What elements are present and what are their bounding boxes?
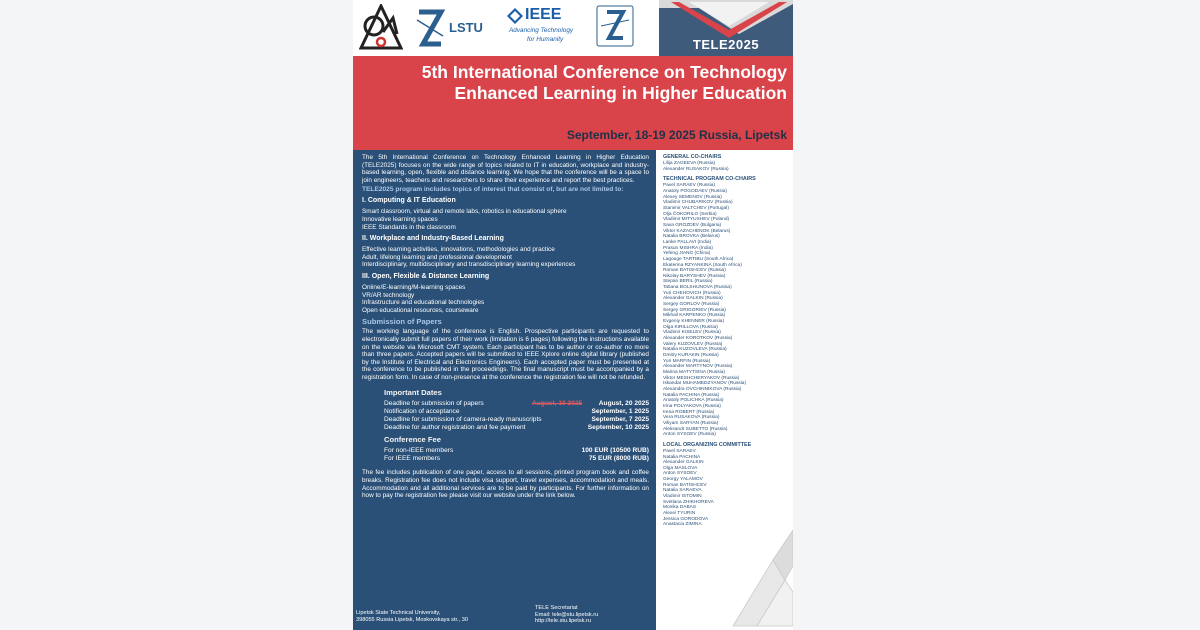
committee-member: Valery KUZOVLEV (Russia) bbox=[663, 341, 723, 347]
topic-section-1 bbox=[362, 196, 649, 231]
committee-member: Irina POLYAKOVA (Russia) bbox=[663, 403, 721, 409]
topic-section-2 bbox=[362, 234, 649, 269]
committee-member: Yefeng JIANG (China) bbox=[663, 251, 711, 257]
lstu-logo bbox=[413, 6, 495, 50]
ieee-logo bbox=[505, 6, 585, 50]
date-label: Deadline for submission of papers bbox=[384, 400, 484, 408]
committee-member: Iskandar MUHAMEDZYANOV (Russia) bbox=[663, 381, 747, 387]
fee-row bbox=[384, 455, 649, 463]
tele-chevron-graphic bbox=[659, 0, 793, 40]
committee-member: Alexander KOROTKOV (Russia) bbox=[663, 336, 733, 342]
submission-section bbox=[362, 317, 649, 381]
section-item: Effective learning activities, innovations, methodologies and practice bbox=[362, 246, 555, 254]
committee-member: Lanke PALLAVI (India) bbox=[663, 239, 712, 245]
section-item: Open educational resources, courseware bbox=[362, 306, 479, 314]
committee-member: Ekaterina RZYANKINA (South Africa) bbox=[663, 262, 742, 268]
committee-member: Natalia PACHINA bbox=[663, 454, 701, 460]
ieee-tagline-1: Advancing Technology bbox=[509, 27, 574, 34]
topic-section-3 bbox=[362, 272, 649, 314]
section-item: Innovative learning spaces bbox=[362, 215, 438, 223]
committee-member: Vladimir MITYUSHEV (Poland) bbox=[663, 217, 730, 223]
committees-panel bbox=[656, 150, 793, 630]
date-label: Notification of acceptance bbox=[384, 408, 460, 416]
date-row bbox=[384, 416, 649, 424]
committee-member: Alexander RUSAKOV (Russia) bbox=[663, 166, 729, 172]
committee-member: Irena ROBERT (Russia) bbox=[663, 409, 715, 415]
committee-member: Sergey GORLOV (Russia) bbox=[663, 302, 720, 308]
lstu-logo-text: LSTU bbox=[449, 20, 483, 35]
footer-secretariat: TELE Secretariat bbox=[535, 605, 578, 611]
fee-section bbox=[384, 435, 649, 463]
date-value: September, 7 2025 bbox=[591, 416, 649, 424]
committee-member: Sergey GRIGORIEV (Russia) bbox=[663, 307, 726, 313]
logo-bar bbox=[353, 0, 659, 56]
footer bbox=[353, 605, 656, 630]
committee-member: Yuri CHEHOVICH (Russia) bbox=[663, 290, 721, 296]
section-item: Online/E-learning/M-learning spaces bbox=[362, 283, 466, 291]
footer-address-line: Lipetsk State Technical University, bbox=[356, 610, 441, 616]
date-value: September, 10 2025 bbox=[587, 424, 649, 432]
committee-member: Natalia BROVKA (Belarus) bbox=[663, 234, 720, 240]
committee-member: Prasun MISHRA (India) bbox=[663, 245, 713, 251]
submission-heading: Submission of Papers bbox=[362, 317, 442, 327]
committee-member: Natalia KUZOVLEVA (Russia) bbox=[663, 347, 727, 353]
fee-value: 100 EUR (10500 RUB) bbox=[581, 447, 649, 455]
committee-member: Vladimir KISELEV (Russia) bbox=[663, 330, 721, 336]
ieee-tagline-2: for Humanity bbox=[527, 36, 564, 43]
committee-member: Yuri MARFIN (Russia) bbox=[663, 358, 711, 364]
date-value: September, 1 2025 bbox=[591, 408, 649, 416]
program-panel bbox=[353, 150, 656, 605]
committee-member: Anatoly POGODAEV (Russia) bbox=[663, 188, 727, 194]
ieee-logo-text: IEEE bbox=[525, 6, 562, 23]
committee-member: Alexei TYURIN bbox=[663, 511, 696, 517]
committee-member: Anton SYSOEV (Russia) bbox=[663, 432, 716, 438]
committee-member: Viliyam SARYAN (Russia) bbox=[663, 420, 719, 426]
tele-label: TELE2025 bbox=[692, 37, 760, 52]
date-value: August, 20 2025 bbox=[598, 400, 649, 408]
committee-member: Lagouge TARTIBU (South Africa) bbox=[663, 256, 734, 262]
impossible-triangle-graphic bbox=[727, 530, 793, 630]
date-label: Deadline for author registration and fee payment bbox=[384, 424, 526, 432]
committee-heading: LOCAL ORGANIZING COMMITTEE bbox=[663, 441, 752, 448]
date-label: Deadline for submission of camera-ready manuscripts bbox=[384, 416, 542, 424]
committee-member: Alexander GALKIN (Russia) bbox=[663, 296, 723, 302]
committee-member: Tatiana BOLSHUNOVA (Russia) bbox=[663, 285, 732, 291]
intro-text: The 5th International Conference on Technology Enhanced Learning in Higher Education (TELE2025) focuses on the wide range of topics related to IT in education, workplace and industry-based learning, open, flexible and distance learning. We hope that the conference will be a space to join engineers, teachers and researchers to share their experience and report the best practices. bbox=[362, 154, 649, 184]
section-item: VR/AR technology bbox=[362, 291, 415, 299]
section-title: III. Open, Flexible & Distance Learning bbox=[362, 272, 490, 280]
section-item: Interdisciplinary, multidisciplinary and transdisciplinary learning experiences bbox=[362, 261, 576, 269]
footer-email[interactable]: Email: tele@stu.lipetsk.ru bbox=[535, 611, 599, 618]
committee-member: Vladimir ISTOMIN bbox=[663, 494, 702, 500]
conference-poster bbox=[353, 0, 793, 630]
committee-member: Pavel SARAEV (Russia) bbox=[663, 183, 715, 189]
fee-text: The fee includes publication of one paper, access to all sessions, printed program book and coffee breaks. Registration fee does not include visa support, travel expenses, accommodation and meals. Accommodation and all additional services are to be paid by participants. For further information on how to pay the registration fee please visit our website under the link below. bbox=[362, 469, 649, 500]
dates-heading: Important Dates bbox=[384, 388, 442, 398]
committee-member: Anton SYSOEV bbox=[663, 471, 697, 477]
fee-row bbox=[384, 447, 649, 455]
date-old-value: August, 10 2025 bbox=[532, 400, 583, 408]
footer-address-line: 398055 Russia Lipetsk, Moskovskaya str., 30 bbox=[356, 616, 468, 623]
fee-label: For IEEE members bbox=[384, 455, 441, 463]
dates-section bbox=[384, 388, 649, 432]
committee-heading: TECHNICAL PROGRAM CO-CHAIRS bbox=[663, 176, 756, 183]
committee-member: Mikhail KARPENKO (Russia) bbox=[663, 313, 726, 319]
date-row bbox=[384, 408, 649, 416]
committee-member: Alexander GALKIN bbox=[663, 460, 704, 466]
committee-member: Roman BATISHCEV bbox=[663, 482, 707, 488]
footer-address bbox=[356, 610, 468, 623]
committee-member: Anastacia ZIMINA bbox=[663, 522, 702, 528]
committee-member: Pavel SARAEV bbox=[663, 448, 696, 454]
committee-member: Natalia PACHINA (Russia) bbox=[663, 392, 720, 398]
program-line: TELE2025 program includes topics of interest that consist of, but are not limited to: bbox=[362, 186, 624, 194]
ieee-section-logo bbox=[595, 4, 635, 55]
section-title: I. Computing & IT Education bbox=[362, 197, 456, 205]
committee-member: Jessica GORODOVA bbox=[663, 516, 709, 522]
committee-member: Roman BATISHCEV (Russia) bbox=[663, 268, 726, 274]
committee-member: Evgeniy KHENNER (Russia) bbox=[663, 319, 725, 325]
committee-member: Alexander MARTYNOV (Russia) bbox=[663, 364, 733, 370]
conference-date-location: September, 18-19 2025 Russia, Lipetsk bbox=[566, 128, 787, 142]
committee-heading: GENERAL CO-CHAIRS bbox=[663, 154, 722, 160]
committee-member: Aleksandr SUBETTO (Russia) bbox=[663, 426, 728, 432]
committee-member: Natalia SARAEVA bbox=[663, 488, 702, 494]
committee-member: Olga MASLOVA bbox=[663, 465, 698, 471]
date-row bbox=[384, 400, 649, 408]
committee-member: Vladimir CHUBARIKOV (Russia) bbox=[663, 200, 733, 206]
committee-member: Alexey SEMENOV (Russia) bbox=[663, 194, 722, 200]
section-item: Infrastructure and educational technologies bbox=[362, 299, 485, 307]
committee-member: Marina MATYTSINA (Russia) bbox=[663, 369, 726, 375]
conference-title: 5th International Conference on Technology Enhanced Learning in Higher Education bbox=[421, 62, 787, 103]
committee-member: Stanimir VALTCHEV (Portugal) bbox=[663, 205, 729, 211]
committee-member: Svetlana ZHIKHOREVA bbox=[663, 499, 714, 505]
committee-member: Georgy YALAMOV bbox=[663, 477, 703, 483]
committee-member: Anatoly POLICHKA (Russia) bbox=[663, 398, 724, 404]
tele-logo-block bbox=[659, 0, 793, 56]
section-item: Smart classroom, virtual and remote labs, robotics in educational sphere bbox=[362, 208, 567, 216]
committee-member: Monika DABAS bbox=[663, 505, 697, 511]
date-row bbox=[384, 424, 649, 432]
section-title: II. Workplace and Industry-Based Learning bbox=[362, 235, 504, 243]
committee-member: Lilija ZAGEEVA (Russia) bbox=[663, 161, 716, 166]
committee-member: Alexandra OVCHINNIKOVA (Russia) bbox=[663, 386, 742, 392]
committee-member: Viktor MESHCHERYAKOV (Russia) bbox=[663, 375, 740, 381]
fee-heading: Conference Fee bbox=[384, 435, 441, 445]
committee-member: Sava GROZDEV (Bulgaria) bbox=[663, 222, 722, 228]
section-item: Adult, lifelong learning and professional development bbox=[362, 253, 512, 261]
section-item: IEEE Standards in the classroom bbox=[362, 223, 456, 231]
submission-text: The working language of the conference is English. Prospective participants are requested to electronically submit full papers of their work (limitation is 6 pages) following the instructions available on the website via Microsoft CMT system. Each participant has to be author or co-author no more than three papers. Accepted papers will be submitted to IEEE Xplore online digital library (published by the Institute of Electrical and Electronics Engineers). Each accepted paper must be presented at the conference to be published in the proceedings. The final manuscript must be accompanied by a registration form. In case of non-presence at the conference the registration fee will not be refunded. bbox=[362, 328, 649, 381]
committee-member: Viktor KAZACHENOK (Belarus) bbox=[663, 228, 731, 234]
committee-member: Nikolay BARYSHEV (Russia) bbox=[663, 273, 726, 279]
fee-value: 75 EUR (8000 RUB) bbox=[588, 455, 649, 463]
footer-website-link[interactable]: http://tele.stu.lipetsk.ru bbox=[535, 618, 591, 625]
committee-member: Dmitry KURAKIN (Russia) bbox=[663, 353, 719, 358]
committee-member: Olja ČOKORILO (Serbia) bbox=[663, 211, 717, 217]
committee-list bbox=[663, 150, 791, 528]
committee-member: Vera RUSAKOVA (Russia) bbox=[663, 415, 720, 421]
university-emblem-logo bbox=[359, 4, 403, 55]
footer-contact bbox=[535, 605, 598, 625]
committee-member: Olga KIRILLOVA (Russia) bbox=[663, 324, 718, 330]
fee-label: For non-IEEE members bbox=[384, 447, 454, 455]
committee-member: Stepan BERIL (Russia) bbox=[663, 279, 713, 285]
